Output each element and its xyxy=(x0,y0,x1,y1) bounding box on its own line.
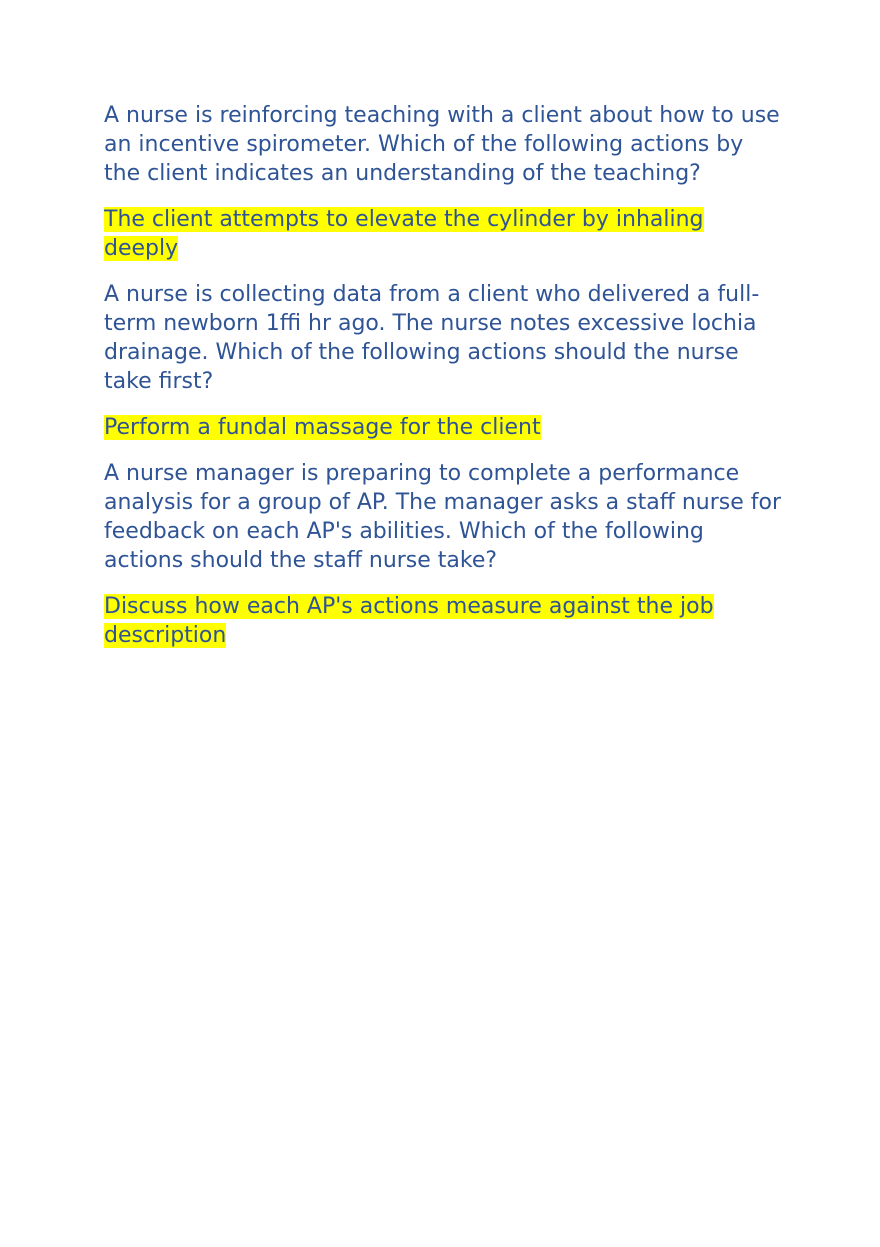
question-2: A nurse is collecting data from a client who delivered a full-term newborn 1ffi hr ago. The nurse notes excessive lochia drainage. Which of the following actions should the nurse take first? xyxy=(104,282,760,394)
question-3: A nurse manager is preparing to complete a performance analysis for a group of AP. The manager asks a staff nurse for feedback on each AP's abilities. Which of the following actions should the staff nurse take? xyxy=(104,461,782,573)
document-body xyxy=(104,101,784,667)
answer-1 xyxy=(104,205,784,263)
answer-1-highlight: The client attempts to elevate the cylinder by inhaling deeply xyxy=(104,207,704,261)
question-1: A nurse is reinforcing teaching with a client about how to use an incentive spirometer. Which of the following actions by the client indicates an understanding of the teaching? xyxy=(104,103,780,186)
answer-2-highlight: Perform a fundal massage for the client xyxy=(104,415,541,440)
answer-3 xyxy=(104,592,784,650)
answer-2 xyxy=(104,413,784,442)
answer-3-highlight: Discuss how each AP's actions measure against the job description xyxy=(104,594,714,648)
